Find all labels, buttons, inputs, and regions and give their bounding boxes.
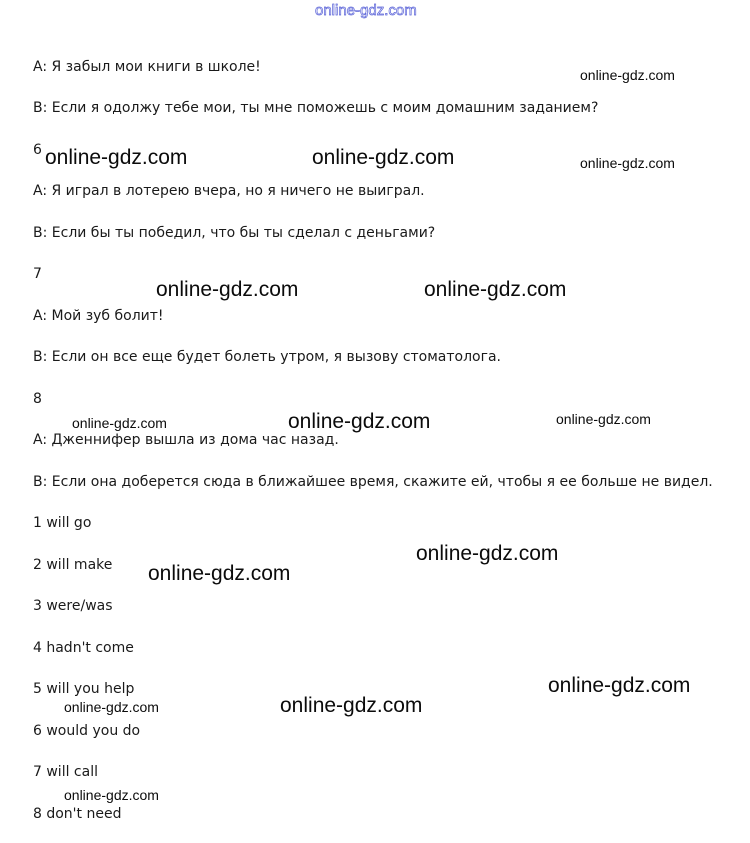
watermark: online-gdz.com (548, 674, 691, 697)
dialogue-line: A: Я играл в лотерею вчера, но я ничего не выиграл. (33, 183, 425, 199)
header-watermark: online-gdz.com (315, 2, 417, 19)
watermark: online-gdz.com (148, 562, 291, 585)
watermark: online-gdz.com (416, 542, 559, 565)
dialogue-line: B: Если я одолжу тебе мои, ты мне поможешь с моим домашним заданием? (33, 100, 599, 116)
answer-item: 2 will make (33, 557, 113, 573)
dialogue-line: A: Я забыл мои книги в школе! (33, 59, 261, 75)
dialogue-line: B: Если она доберется сюда в ближайшее время, скажите ей, чтобы я ее больше не видел. (33, 474, 713, 490)
watermark: online-gdz.com (72, 415, 167, 431)
answer-item: 8 don't need (33, 806, 122, 822)
answer-item: 4 hadn't come (33, 640, 134, 656)
dialogue-line: A: Дженнифер вышла из дома час назад. (33, 432, 339, 448)
watermark: online-gdz.com (156, 278, 299, 301)
watermark: online-gdz.com (64, 787, 159, 803)
dialogue-line: B: Если он все еще будет болеть утром, я вызову стоматолога. (33, 349, 501, 365)
dialogue-line: A: Мой зуб болит! (33, 308, 164, 324)
watermark: online-gdz.com (45, 146, 188, 169)
dialogue-line: B: Если бы ты победил, что бы ты сделал с деньгами? (33, 225, 436, 241)
watermark: online-gdz.com (424, 278, 567, 301)
answer-item: 1 will go (33, 515, 92, 531)
answer-item: 5 will you help (33, 681, 135, 697)
item-number: 7 (33, 266, 42, 282)
watermark: online-gdz.com (64, 699, 159, 715)
answer-item: 3 were/was (33, 598, 113, 614)
watermark: online-gdz.com (580, 67, 675, 83)
watermark: online-gdz.com (288, 410, 431, 433)
answer-item: 7 will call (33, 764, 98, 780)
item-number: 8 (33, 391, 42, 407)
watermark: online-gdz.com (312, 146, 455, 169)
watermark: online-gdz.com (580, 155, 675, 171)
item-number: 6 (33, 142, 42, 158)
watermark: online-gdz.com (556, 411, 651, 427)
watermark: online-gdz.com (280, 694, 423, 717)
answer-item: 6 would you do (33, 723, 141, 739)
